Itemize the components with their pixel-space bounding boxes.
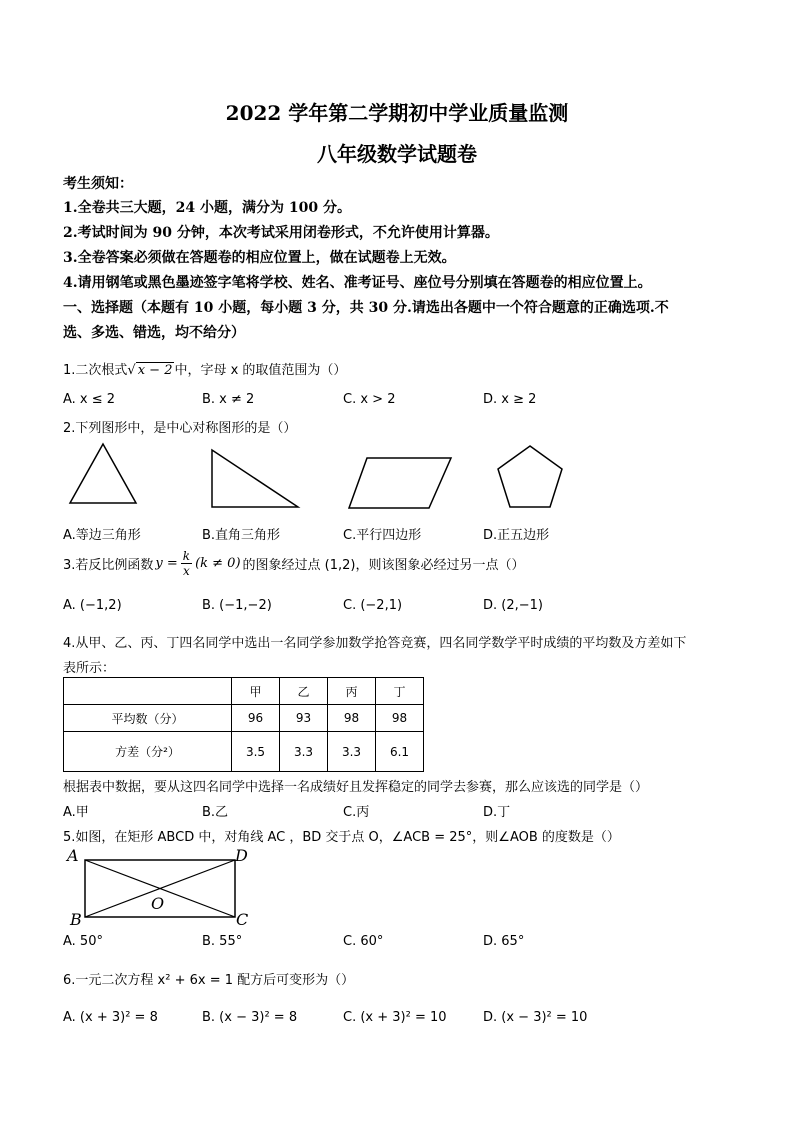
question-2: 2.下列图形中，是中心对称图形的是（） — [63, 421, 297, 436]
option-d: D.丁 — [483, 805, 511, 820]
table-cell: 平均数（分） — [64, 705, 232, 732]
table-row — [64, 732, 424, 772]
section-heading: 一、选择题（本题有 10 小题，每小题 3 分，共 30 分.请选出各题中一个符合题意的正确选项.不 — [63, 300, 669, 316]
table-cell: 方差（分²） — [64, 732, 232, 772]
option-b: B. (x − 3)² = 8 — [202, 1010, 298, 1025]
page-subtitle: 八年级数学试题卷 — [317, 142, 477, 166]
q3-frac-den: x — [183, 564, 190, 578]
option-a: A. 50° — [63, 934, 103, 949]
q3-fraction — [181, 549, 192, 578]
section-heading-cont: 选、多选、错选，均不给分） — [63, 325, 245, 341]
option-d: D. x ≥ 2 — [483, 392, 537, 407]
rectangle-diagram — [63, 845, 263, 930]
label-b: B — [70, 910, 82, 929]
q3-frac-num: k — [182, 549, 191, 563]
option-a: A.等边三角形 — [63, 528, 141, 543]
q3-condition: (k ≠ 0) — [195, 556, 241, 571]
q1-suffix: 中，字母 x 的取值范围为（） — [174, 363, 347, 378]
label-d: D — [235, 846, 248, 865]
scores-table — [63, 677, 424, 772]
regular-pentagon-icon — [493, 440, 568, 510]
notice-heading: 考生须知： — [63, 176, 133, 192]
option-c: C. 60° — [343, 934, 384, 949]
sqrt-icon: √ — [127, 363, 136, 378]
option-b: B. 55° — [202, 934, 243, 949]
table-cell: 甲 — [232, 678, 280, 705]
notice-item: 1.全卷共三大题，24 小题，满分为 100 分。 — [63, 200, 351, 216]
table-cell: 3.3 — [280, 732, 328, 772]
option-c: C.丙 — [343, 805, 370, 820]
label-a: A — [67, 846, 79, 865]
table-header-row — [64, 678, 424, 705]
notice-item: 4.请用钢笔或黑色墨迹签字笔将学校、姓名、准考证号、座位号分别填在答题卷的相应位置上。 — [63, 275, 652, 291]
equilateral-triangle-icon — [63, 440, 143, 510]
notice-item: 3.全卷答案必须做在答题卷的相应位置上，做在试题卷上无效。 — [63, 250, 456, 266]
question-6: 6.一元二次方程 x² + 6x = 1 配方后可变形为（） — [63, 973, 355, 988]
label-o: O — [151, 894, 165, 913]
table-cell: 96 — [232, 705, 280, 732]
question-4-cont: 表所示： — [63, 661, 116, 676]
q1-prefix: 1.二次根式 — [63, 363, 128, 378]
table-cell — [64, 678, 232, 705]
option-b: B. x ≠ 2 — [202, 392, 255, 407]
option-c: C. x > 2 — [343, 392, 396, 407]
option-a: A. (−1,2) — [63, 598, 122, 613]
table-cell: 丁 — [376, 678, 424, 705]
label-c: C — [236, 910, 249, 929]
option-b: B.直角三角形 — [202, 528, 281, 543]
question-3 — [63, 549, 524, 578]
option-b: B.乙 — [202, 805, 229, 820]
notice-item: 2.考试时间为 90 分钟，本次考试采用闭卷形式，不允许使用计算器。 — [63, 225, 499, 241]
option-c: C. (x + 3)² = 10 — [343, 1010, 447, 1025]
question-5: 5.如图，在矩形 ABCD 中，对角线 AC ，BD 交于点 O，∠ACB = 25°，则∠AOB 的度数是（） — [63, 830, 620, 845]
table-cell: 3.5 — [232, 732, 280, 772]
page-title: 2022 学年第二学期初中学业质量监测 — [225, 101, 569, 125]
table-cell: 丙 — [328, 678, 376, 705]
table-cell: 98 — [328, 705, 376, 732]
question-4-prompt: 根据表中数据，要从这四名同学中选择一名成绩好且发挥稳定的同学去参赛，那么应该选的同学是（） — [63, 780, 649, 795]
question-4: 4.从甲、乙、丙、丁四名同学中选出一名同学参加数学抢答竞赛，四名同学数学平时成绩的平均数及方差如下 — [63, 636, 687, 651]
option-d: D. (x − 3)² = 10 — [483, 1010, 588, 1025]
option-c: C.平行四边形 — [343, 528, 422, 543]
table-cell: 93 — [280, 705, 328, 732]
table-row — [64, 705, 424, 732]
option-a: A. (x + 3)² = 8 — [63, 1010, 158, 1025]
table-cell: 3.3 — [328, 732, 376, 772]
right-triangle-icon — [205, 440, 305, 510]
option-a: A. x ≤ 2 — [63, 392, 116, 407]
q1-radicand: x − 2 — [137, 363, 173, 378]
q3-lhs: y = — [155, 556, 178, 571]
option-a: A.甲 — [63, 805, 89, 820]
option-b: B. (−1,−2) — [202, 598, 272, 613]
table-cell: 98 — [376, 705, 424, 732]
table-cell: 6.1 — [376, 732, 424, 772]
table-cell: 乙 — [280, 678, 328, 705]
option-d: D.正五边形 — [483, 528, 550, 543]
q3-prefix: 3.若反比例函数 — [63, 558, 154, 573]
option-c: C. (−2,1) — [343, 598, 403, 613]
option-d: D. (2,−1) — [483, 598, 543, 613]
parallelogram-icon — [345, 450, 455, 510]
q3-suffix: 的图象经过点 (1,2)，则该图象必经过另一点（） — [242, 558, 525, 573]
option-d: D. 65° — [483, 934, 525, 949]
question-1 — [63, 359, 346, 378]
